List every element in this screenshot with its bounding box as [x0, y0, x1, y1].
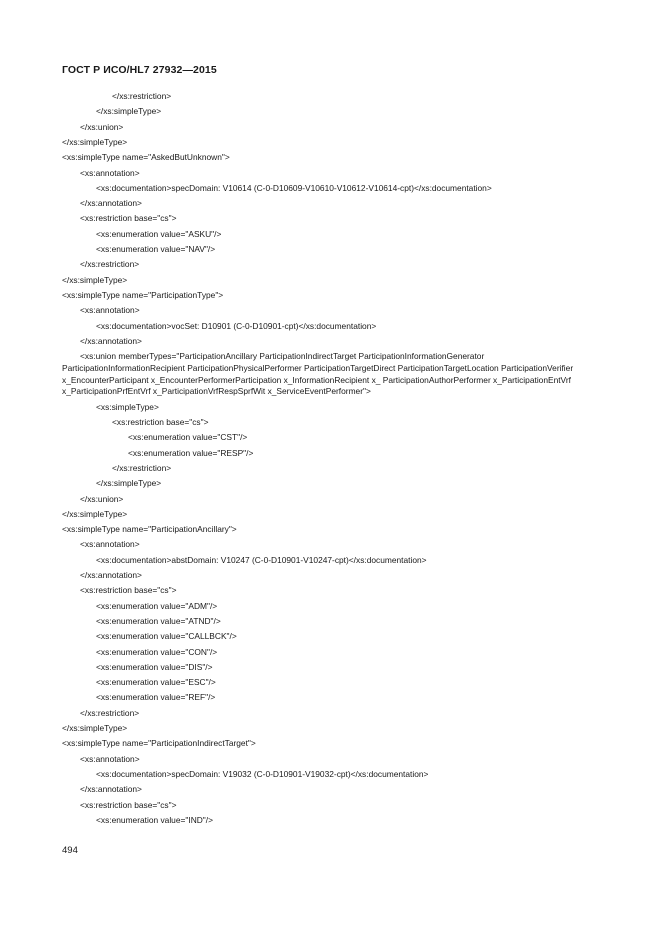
code-line: <xs:enumeration value="ATND"/>: [96, 615, 221, 626]
code-line: <xs:annotation>: [80, 753, 140, 764]
code-line: <xs:enumeration value="CON"/>: [96, 646, 218, 657]
code-line: <xs:enumeration value="ESC"/>: [96, 677, 216, 688]
code-line: <xs:enumeration value="REF"/>: [96, 692, 216, 703]
code-line: </xs:annotation>: [80, 335, 142, 346]
code-line: <xs:documentation>specDomain: V19032 (C-0-D10901-V19032-cpt)</xs:documentation>: [96, 768, 429, 779]
code-line: <xs:enumeration value="DIS"/>: [96, 661, 213, 672]
page-number: 494: [62, 845, 78, 856]
code-line: <xs:annotation>: [80, 305, 140, 316]
code-line: </xs:simpleType>: [62, 274, 128, 285]
code-line: </xs:union>: [80, 121, 124, 132]
code-line: </xs:annotation>: [80, 570, 142, 580]
code-line: </xs:simpleType>: [62, 136, 128, 147]
code-line: </xs:restriction>: [112, 91, 172, 101]
code-line: </xs:simpleType>: [62, 508, 128, 519]
code-line: </xs:restriction>: [112, 462, 172, 473]
code-line: <xs:documentation>vocSet: D10901 (C-0-D10901-cpt)</xs:documentation>: [96, 320, 377, 331]
code-line: <xs:documentation>abstDomain: V10247 (C-0-D10901-V10247-cpt)</xs:documentation>: [96, 554, 427, 565]
code-line: <xs:restriction base="cs">: [112, 417, 209, 427]
code-line: <xs:simpleType name="AskedButUnknown">: [62, 152, 230, 163]
code-line: <xs:enumeration value="ASKU"/>: [96, 228, 222, 239]
code-line: <xs:annotation>: [80, 167, 140, 178]
code-line: </xs:simpleType>: [96, 478, 162, 489]
code-line: <xs:restriction base="cs">: [80, 585, 177, 596]
code-line: <xs:simpleType>: [96, 401, 159, 412]
code-line: <xs:simpleType name="ParticipationType">: [62, 289, 224, 300]
code-line: </xs:annotation>: [80, 784, 142, 795]
code-line: <xs:enumeration value="CST"/>: [128, 432, 248, 443]
code-line: <xs:restriction base="cs">: [80, 799, 177, 810]
code-line: </xs:annotation>: [80, 198, 142, 209]
code-line: <xs:enumeration value="CALLBCK"/>: [96, 631, 237, 642]
document-header: ГОСТ Р ИСО/HL7 27932—2015: [62, 64, 217, 76]
code-line: <xs:union memberTypes="ParticipationAncillary ParticipationIndirectTarget ParticipationInformationGenerator ParticipationInformationRecipient ParticipationPhysicalPerformer ParticipationTargetDirect ParticipationTargetLocation ParticipationVerifier x_EncounterParticipant x_EncounterPerformerParticipation x_InformationRecipient x_ ParticipationAuthorPerformer x_ParticipationEntVrf x_ParticipationPrfEntVrf x_ParticipationVrfRespSprfWit x_ServiceEventPerformer">: [62, 351, 574, 397]
code-line: <xs:enumeration value="NAV"/>: [96, 244, 216, 254]
code-line: <xs:enumeration value="ADM"/>: [96, 600, 218, 611]
code-line: </xs:restriction>: [80, 259, 140, 270]
code-line: <xs:restriction base="cs">: [80, 213, 177, 224]
code-line: <xs:enumeration value="RESP"/>: [128, 447, 254, 458]
code-line: <xs:simpleType name="ParticipationAncillary">: [62, 524, 237, 535]
code-line: </xs:union>: [80, 493, 124, 504]
code-line: </xs:restriction>: [80, 707, 140, 718]
code-line: <xs:simpleType name="ParticipationIndirectTarget">: [62, 738, 256, 749]
code-line: <xs:documentation>specDomain: V10614 (C-0-D10609-V10610-V10612-V10614-cpt)</xs:documentation>: [96, 182, 492, 193]
code-line: </xs:simpleType>: [62, 723, 128, 733]
code-line: </xs:simpleType>: [96, 106, 162, 117]
code-line: <xs:annotation>: [80, 539, 140, 550]
code-line: <xs:enumeration value="IND"/>: [96, 814, 213, 825]
